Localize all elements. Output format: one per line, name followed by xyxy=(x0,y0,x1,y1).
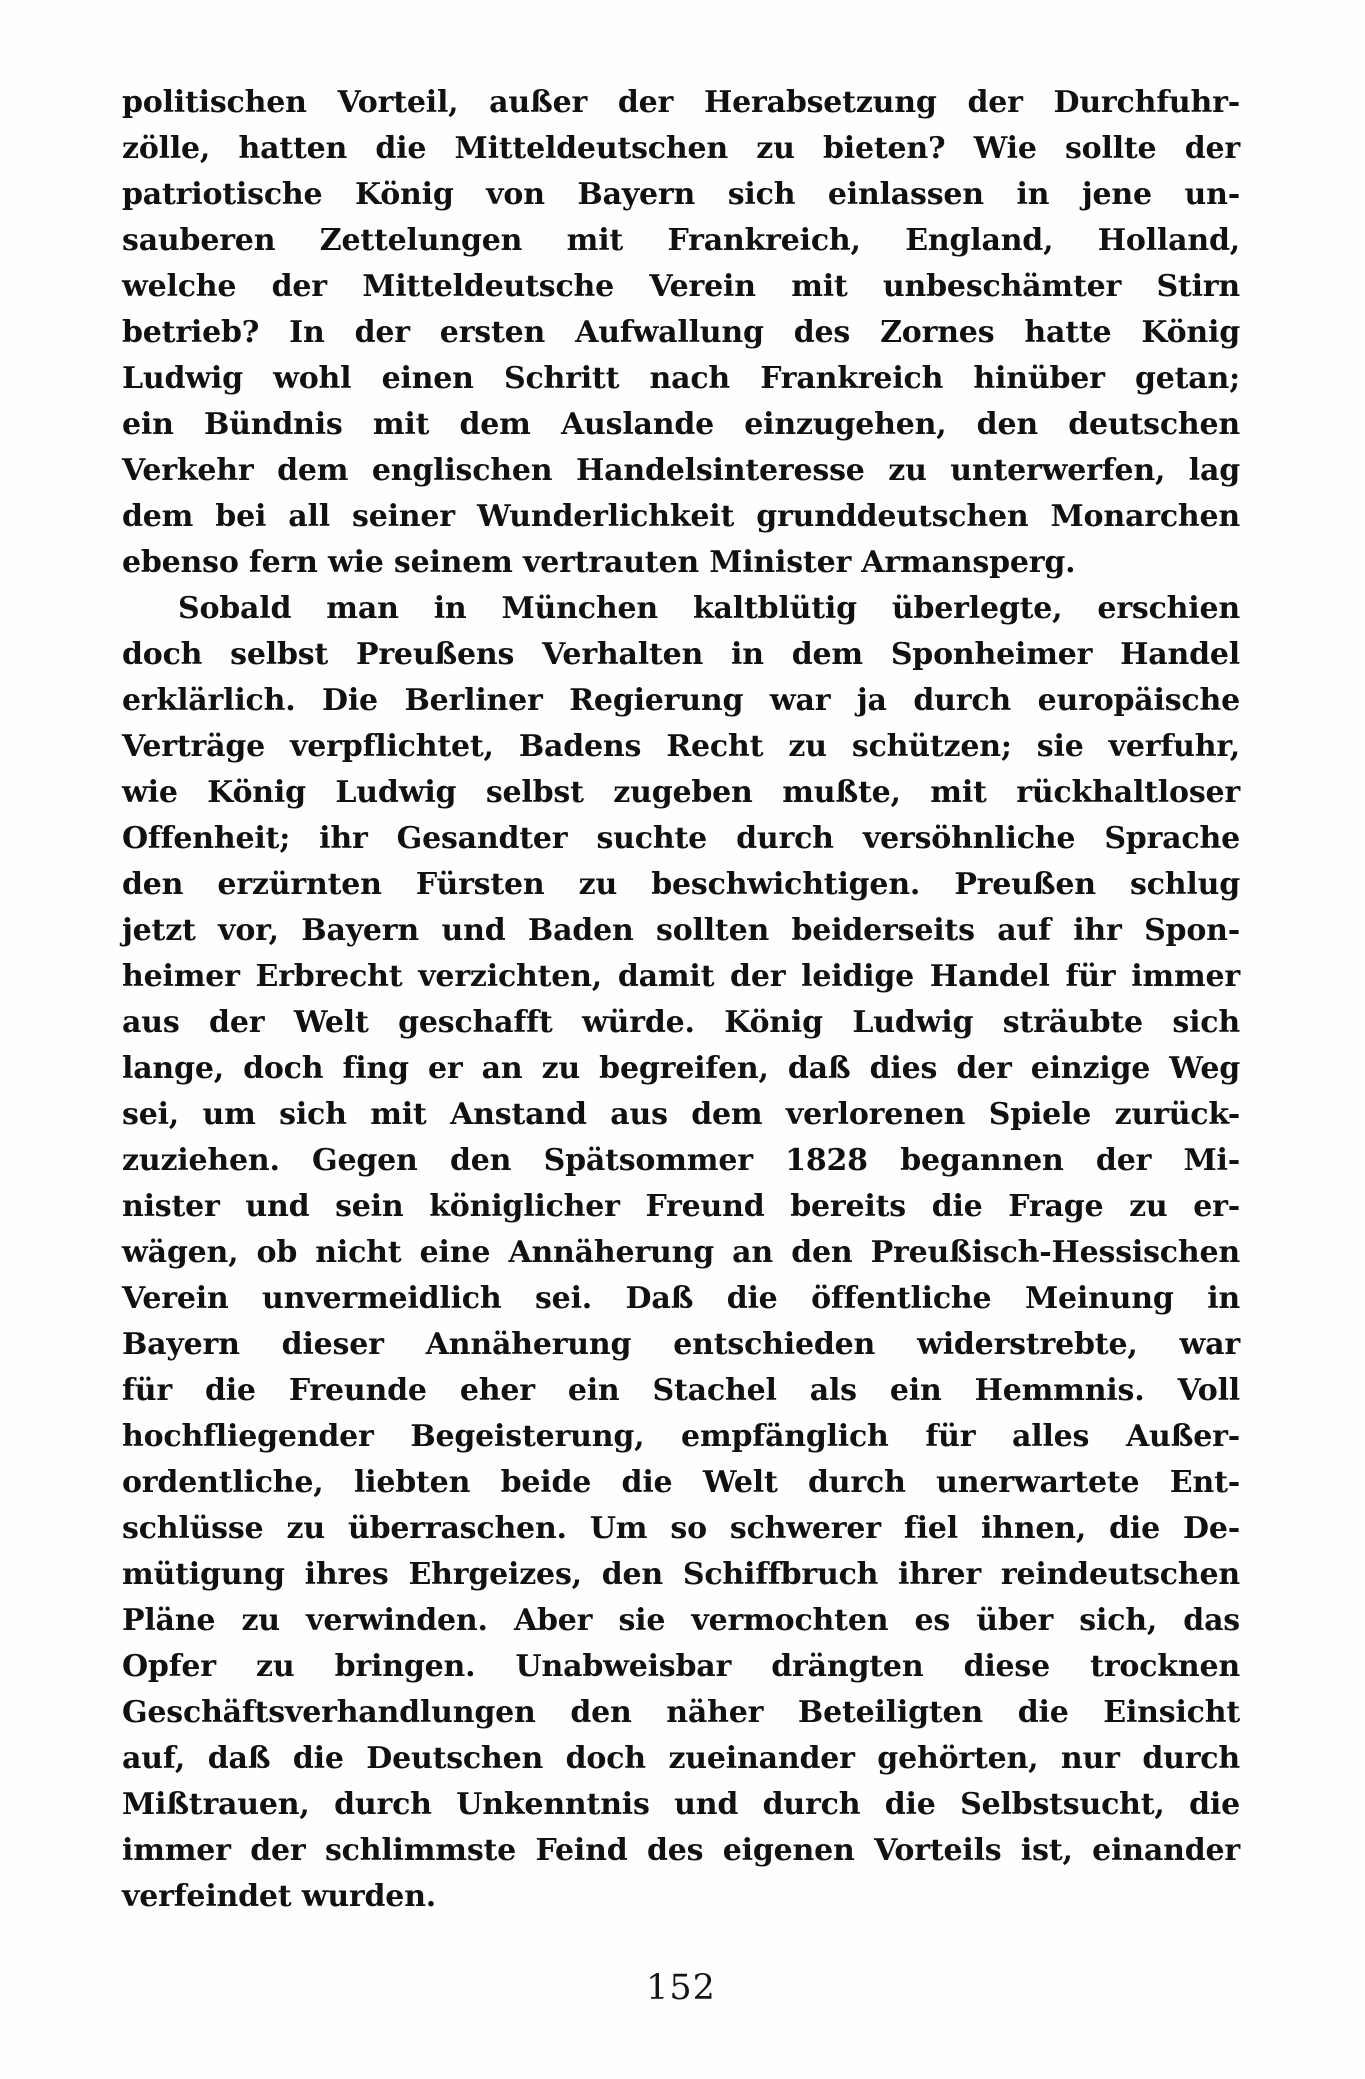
paragraph xyxy=(122,80,1240,586)
text-line: Geschäftsverhandlungen den näher Beteiligten die Einsicht xyxy=(122,1695,1240,1730)
text-line: doch selbst Preußens Verhalten in dem Sponheimer Handel xyxy=(122,637,1240,672)
text-line: dem bei all seiner Wunderlichkeit grunddeutschen Monarchen xyxy=(122,499,1240,534)
text-line: aus der Welt geschafft würde. König Ludwig sträubte sich xyxy=(122,1005,1240,1040)
text-line: Sobald man in München kaltblütig überlegte, erschien xyxy=(178,591,1240,626)
text-line: verfeindet wurden. xyxy=(122,1879,437,1914)
text-line: erklärlich. Die Berliner Regierung war ja durch europäische xyxy=(122,683,1240,718)
text-line: sei, um sich mit Anstand aus dem verlorenen Spiele zurück- xyxy=(122,1097,1240,1132)
text-line: zuziehen. Gegen den Spätsommer 1828 begannen der Mi- xyxy=(122,1143,1240,1178)
text-line: wägen, ob nicht eine Annäherung an den Preußisch-Hessischen xyxy=(122,1235,1240,1270)
text-line: Pläne zu verwinden. Aber sie vermochten es über sich, das xyxy=(122,1603,1240,1638)
body-text xyxy=(122,80,1240,1920)
text-line: für die Freunde eher ein Stachel als ein Hemmnis. Voll xyxy=(122,1373,1240,1408)
text-line: Opfer zu bringen. Unabweisbar drängten diese trocknen xyxy=(122,1649,1240,1684)
text-line: auf, daß die Deutschen doch zueinander gehörten, nur durch xyxy=(122,1741,1240,1776)
text-line: hochfliegender Begeisterung, empfänglich für alles Außer- xyxy=(122,1419,1240,1454)
text-line: schlüsse zu überraschen. Um so schwerer fiel ihnen, die De- xyxy=(122,1511,1240,1546)
text-line: mütigung ihres Ehrgeizes, den Schiffbruch ihrer reindeutschen xyxy=(122,1557,1240,1592)
text-line: betrieb? In der ersten Aufwallung des Zornes hatte König xyxy=(122,315,1240,350)
text-line: Bayern dieser Annäherung entschieden widerstrebte, war xyxy=(122,1327,1240,1362)
text-line: heimer Erbrecht verzichten, damit der leidige Handel für immer xyxy=(122,959,1240,994)
text-line: Verkehr dem englischen Handelsinteresse zu unterwerfen, lag xyxy=(122,453,1240,488)
page-number: 152 xyxy=(646,1968,716,2008)
text-line: sauberen Zettelungen mit Frankreich, England, Holland, xyxy=(122,223,1240,258)
text-line: lange, doch fing er an zu begreifen, daß dies der einzige Weg xyxy=(122,1051,1240,1086)
text-line: patriotische König von Bayern sich einlassen in jene un- xyxy=(122,177,1240,212)
text-line: Offenheit; ihr Gesandter suchte durch versöhnliche Sprache xyxy=(122,821,1240,856)
text-line: Mißtrauen, durch Unkenntnis und durch die Selbstsucht, die xyxy=(122,1787,1240,1822)
text-line: wie König Ludwig selbst zugeben mußte, mit rückhaltloser xyxy=(122,775,1240,810)
text-line: nister und sein königlicher Freund bereits die Frage zu er- xyxy=(122,1189,1240,1224)
text-line: Verein unvermeidlich sei. Daß die öffentliche Meinung in xyxy=(122,1281,1240,1316)
text-line: ein Bündnis mit dem Auslande einzugehen, den deutschen xyxy=(122,407,1240,442)
paragraph xyxy=(122,586,1240,1920)
text-line: zölle, hatten die Mitteldeutschen zu bieten? Wie sollte der xyxy=(122,131,1240,166)
text-line: ebenso fern wie seinem vertrauten Minister Armansperg. xyxy=(122,545,1076,580)
text-line: jetzt vor, Bayern und Baden sollten beiderseits auf ihr Spon- xyxy=(122,913,1240,948)
text-line: immer der schlimmste Feind des eigenen Vorteils ist, einander xyxy=(122,1833,1240,1868)
text-line: welche der Mitteldeutsche Verein mit unbeschämter Stirn xyxy=(122,269,1240,304)
text-line: politischen Vorteil, außer der Herabsetzung der Durchfuhr- xyxy=(122,85,1240,120)
text-line: den erzürnten Fürsten zu beschwichtigen. Preußen schlug xyxy=(122,867,1240,902)
text-line: ordentliche, liebten beide die Welt durch unerwartete Ent- xyxy=(122,1465,1240,1500)
text-line: Ludwig wohl einen Schritt nach Frankreich hinüber getan; xyxy=(122,361,1240,396)
text-line: Verträge verpflichtet, Badens Recht zu schützen; sie verfuhr, xyxy=(122,729,1240,764)
